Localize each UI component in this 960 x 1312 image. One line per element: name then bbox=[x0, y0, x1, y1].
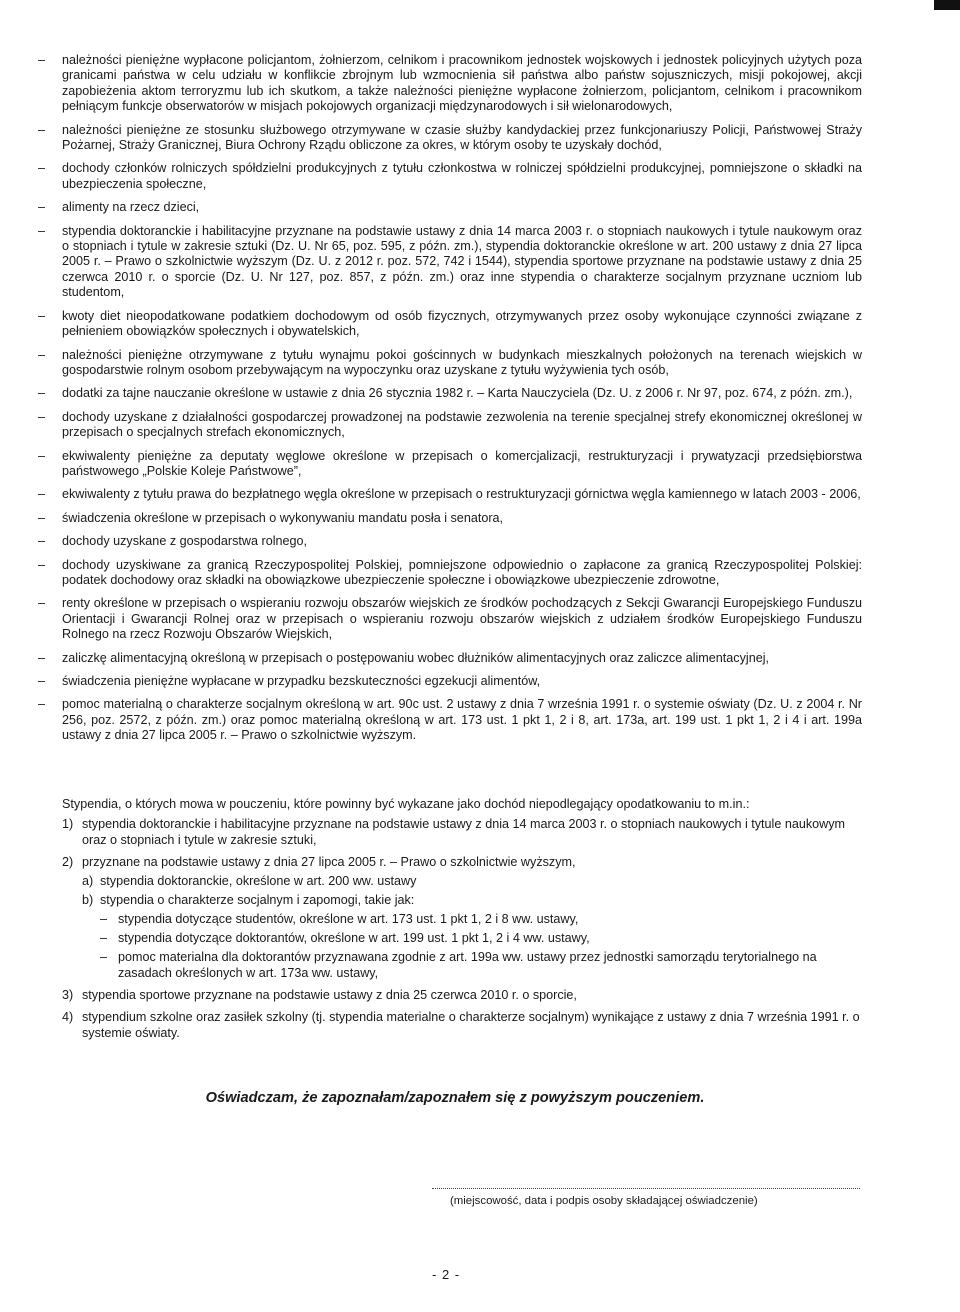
list-item-text: należności pieniężne wypłacone policjantom, żołnierzom, celnikom i pracownikom jednostek wojskowych i jednostek policyjnych użytych poza granicami państwa w celu udziału w konflikcie zbrojnym lub wzmocnienia sił państwa albo państw sojuszniczych, misji pokojowej, akcji zapobieżenia aktom terroryzmu lub ich skutkom, a także należności pieniężne wypłacone żołnierzom, policjantom, celnikom i pracownikom pełniącym funkcje obserwatorów w misjach pokojowych organizacji międzynarodowych i sił wielonarodowych, bbox=[62, 53, 862, 114]
list-dash: – bbox=[38, 223, 46, 238]
list-item-text: kwoty diet nieopodatkowane podatkiem dochodowym od osób fizycznych, otrzymywanych przez osoby wykonujące czynności związane z pełnieniem obowiązków społecznych i obywatelskich, bbox=[62, 308, 862, 339]
list-dash: – bbox=[38, 200, 46, 215]
list-item bbox=[38, 487, 862, 502]
sub-item bbox=[82, 873, 862, 889]
numbered-item bbox=[62, 1009, 862, 1041]
list-item-text: dochody uzyskiwane za granicą Rzeczypospolitej Polskiej, pomniejszone odpowiednio o zapłacone za granicą Rzeczypospolitej Polskiej: podatek dochodowy oraz składki na obowiązkowe ubezpieczenie społeczne i obowiązkowe ubezpieczenie zdrowotne, bbox=[62, 557, 862, 587]
list-item-text: renty określone w przepisach o wspieraniu rozwoju obszarów wiejskich ze środków pochodzących z Sekcji Gwarancji Europejskiego Funduszu Orientacji i Gwarancji Rolnej oraz w przepisach o wspieraniu rozwoju obszarów wiejskich z udziałem środków Europejskiego Funduszu Rolnego na rzecz Rozwoju Obszarów Wiejskich, bbox=[62, 596, 862, 642]
list-item bbox=[38, 123, 862, 154]
stipends-intro: Stypendia, o których mowa w pouczeniu, które powinny być wykazane jako dochód niepodlegający opodatkowaniu to m.in.: bbox=[62, 796, 750, 811]
declaration-statement: Oświadczam, że zapoznałam/zapoznałem się z powyższym pouczeniem. bbox=[205, 1090, 705, 1106]
item-number: 2) bbox=[62, 854, 74, 869]
list-dash: – bbox=[100, 911, 108, 926]
list-dash: – bbox=[38, 386, 46, 401]
list-dash: – bbox=[38, 697, 46, 712]
item-text: stypendia doktoranckie i habilitacyjne przyznane na podstawie ustawy z dnia 14 marca 2003 r. o stopniach naukowych i tytule naukowym oraz o stopniach i tytule w zakresie sztuki, bbox=[82, 816, 846, 847]
nested-item bbox=[100, 911, 862, 927]
signature-line bbox=[432, 1188, 860, 1189]
list-item-text: dochody członków rolniczych spółdzielni produkcyjnych z tytułu członkostwa w rolniczej spółdzielni produkcyjnej, pomniejszone o składki na ubezpieczenia społeczne, bbox=[62, 161, 862, 191]
list-item-text: świadczenia pieniężne wypłacane w przypadku bezskuteczności egzekucji alimentów, bbox=[62, 674, 541, 688]
list-item-text: należności pieniężne ze stosunku służbowego otrzymywane w czasie służby kandydackiej przez funkcjonariuszy Policji, Państwowej Straży Pożarnej, Straży Granicznej, Biura Ochrony Rządu obliczone za okres, w którym osoby te uzyskały dochód, bbox=[62, 122, 862, 153]
list-item bbox=[38, 53, 862, 115]
nested-item bbox=[100, 949, 862, 981]
list-item bbox=[38, 674, 862, 689]
numbered-item bbox=[62, 854, 862, 981]
list-item-text: stypendia doktoranckie i habilitacyjne przyznane na podstawie ustawy z dnia 14 marca 2003 r. o stopniach naukowych i tytule naukowym oraz o stopniach i tytule w zakresie sztuki (Dz. U. Nr 65, poz. 595, z późn. zm.), stypendia doktoranckie określone w art. 200 ustawy z dnia 27 lipca 2005 r. – Prawo o szkolnictwie wyższym (Dz. U. z 2012 r. poz. 572, 742 i 1544), stypendia sportowe przyznane na podstawie ustawy z dnia 25 czerwca 2010 r. o sporcie (Dz. U. Nr 127, poz. 857, z późn. zm.) oraz inne stypendia o charakterze socjalnym przyznane uczniom lub studentom, bbox=[62, 223, 862, 300]
list-dash: – bbox=[38, 347, 46, 362]
list-item bbox=[38, 410, 862, 441]
item-number: 4) bbox=[62, 1009, 74, 1024]
nested-item-text: pomoc materialna dla doktorantów przyznawana zgodnie z art. 199a ww. ustawy przez jednostki samorządu terytorialnego na zasadach określonych w art. 173a ww. ustawy, bbox=[118, 949, 817, 980]
document-page bbox=[38, 53, 862, 1047]
list-dash: – bbox=[38, 596, 46, 611]
sub-list bbox=[82, 873, 862, 981]
list-item bbox=[38, 511, 862, 526]
list-dash: – bbox=[38, 650, 46, 665]
list-item bbox=[38, 651, 862, 666]
list-item bbox=[38, 449, 862, 480]
sub-item-letter: b) bbox=[82, 892, 94, 907]
list-dash: – bbox=[38, 674, 46, 688]
list-item bbox=[38, 558, 862, 589]
signature-caption: (miejscowość, data i podpis osoby składającej oświadczenie) bbox=[450, 1195, 758, 1207]
stipends-list bbox=[62, 816, 862, 1041]
numbered-item bbox=[62, 987, 862, 1003]
list-dash: – bbox=[38, 308, 46, 323]
nested-item-text: stypendia dotyczące doktorantów, określone w art. 199 ust. 1 pkt 1, 2 i 4 ww. ustawy, bbox=[118, 930, 590, 945]
sub-item bbox=[82, 892, 862, 981]
list-item bbox=[38, 386, 862, 401]
list-item bbox=[38, 224, 862, 301]
nested-item-text: stypendia dotyczące studentów, określone w art. 173 ust. 1 pkt 1, 2 i 8 ww. ustawy, bbox=[118, 911, 579, 926]
sub-item-text: stypendia doktoranckie, określone w art. 200 ww. ustawy bbox=[100, 873, 417, 888]
list-dash: – bbox=[38, 448, 46, 463]
page-number: - 2 - bbox=[432, 1267, 461, 1282]
numbered-item bbox=[62, 816, 862, 848]
list-dash: – bbox=[38, 534, 46, 549]
income-exclusions-list bbox=[38, 53, 862, 744]
list-dash: – bbox=[38, 510, 46, 525]
list-item-text: dochody uzyskane z gospodarstwa rolnego, bbox=[62, 534, 308, 549]
list-dash: – bbox=[38, 122, 46, 137]
list-dash: – bbox=[100, 949, 108, 964]
sub-item-text: stypendia o charakterze socjalnym i zapomogi, takie jak: bbox=[100, 892, 415, 907]
list-dash: – bbox=[38, 53, 46, 67]
list-item-text: świadczenia określone w przepisach o wykonywaniu mandatu posła i senatora, bbox=[62, 510, 504, 525]
list-item-text: dodatki za tajne nauczanie określone w ustawie z dnia 26 stycznia 1982 r. – Karta Nauczyciela (Dz. U. z 2006 r. Nr 97, poz. 674, z późn. zm.), bbox=[62, 386, 853, 401]
scan-corner-mark bbox=[934, 0, 960, 10]
list-item-text: ekwiwalenty pieniężne za deputaty węglowe określone w przepisach o komercjalizacji, restrukturyzacji i prywatyzacji przedsiębiorstwa państwowego „Polskie Koleje Państwowe”, bbox=[62, 448, 862, 478]
list-item bbox=[38, 348, 862, 379]
item-text: stypendium szkolne oraz zasiłek szkolny (tj. stypendia materialne o charakterze socjalnym) wynikające z ustawy z dnia 7 września 1991 r. o systemie oświaty. bbox=[82, 1009, 860, 1040]
item-text: stypendia sportowe przyznane na podstawie ustawy z dnia 25 czerwca 2010 r. o sporcie, bbox=[82, 987, 577, 1002]
list-item-text: dochody uzyskane z działalności gospodarczej prowadzonej na podstawie zezwolenia na terenie specjalnej strefy ekonomicznej określonej w przepisach o specjalnych strefach ekonomicznych, bbox=[62, 409, 862, 440]
list-item-text: zaliczkę alimentacyjną określoną w przepisach o postępowaniu wobec dłużników alimentacyjnych oraz zaliczce alimentacyjnej, bbox=[62, 650, 769, 665]
list-item bbox=[38, 309, 862, 340]
list-dash: – bbox=[38, 557, 46, 572]
sub-item-letter: a) bbox=[82, 873, 94, 888]
list-item bbox=[38, 697, 862, 743]
list-dash: – bbox=[100, 930, 108, 945]
list-dash: – bbox=[38, 161, 46, 176]
list-item bbox=[38, 596, 862, 642]
list-item-text: alimenty na rzecz dzieci, bbox=[62, 200, 200, 215]
item-number: 3) bbox=[62, 987, 74, 1002]
list-dash: – bbox=[38, 409, 46, 424]
nested-item bbox=[100, 930, 862, 946]
list-item-text: należności pieniężne otrzymywane z tytułu wynajmu pokoi gościnnych w budynkach mieszkalnych położonych na terenach wiejskich w gospodarstwie rolnym osobom przebywającym na wypoczynku oraz uzyskane z tytułu wyżywienia tych osób, bbox=[62, 347, 862, 377]
list-item-text: pomoc materialną o charakterze socjalnym określoną w art. 90c ust. 2 ustawy z dnia 7 września 1991 r. o systemie oświaty (Dz. U. z 2004 r. Nr 256, poz. 2572, z późn. zm.) oraz pomoc materialną określoną w art. 173 ust. 1 pkt 1, 2 i 8, art. 173a, art. 199 ust. 1 pkt 1, 2 i 4 i art. 199a ustawy z dnia 27 lipca 2005 r. – Prawo o szkolnictwie wyższym. bbox=[62, 697, 862, 743]
list-item bbox=[38, 161, 862, 192]
list-item-text: ekwiwalenty z tytułu prawa do bezpłatnego węgla określone w przepisach o restrukturyzacji górnictwa węgla kamiennego w latach 2003 - 2006, bbox=[62, 487, 861, 502]
list-dash: – bbox=[38, 487, 46, 502]
item-text: przyznane na podstawie ustawy z dnia 27 lipca 2005 r. – Prawo o szkolnictwie wyższym, bbox=[82, 854, 576, 869]
list-item bbox=[38, 200, 862, 215]
list-item bbox=[38, 534, 862, 549]
item-number: 1) bbox=[62, 816, 74, 831]
nested-list bbox=[100, 911, 862, 981]
